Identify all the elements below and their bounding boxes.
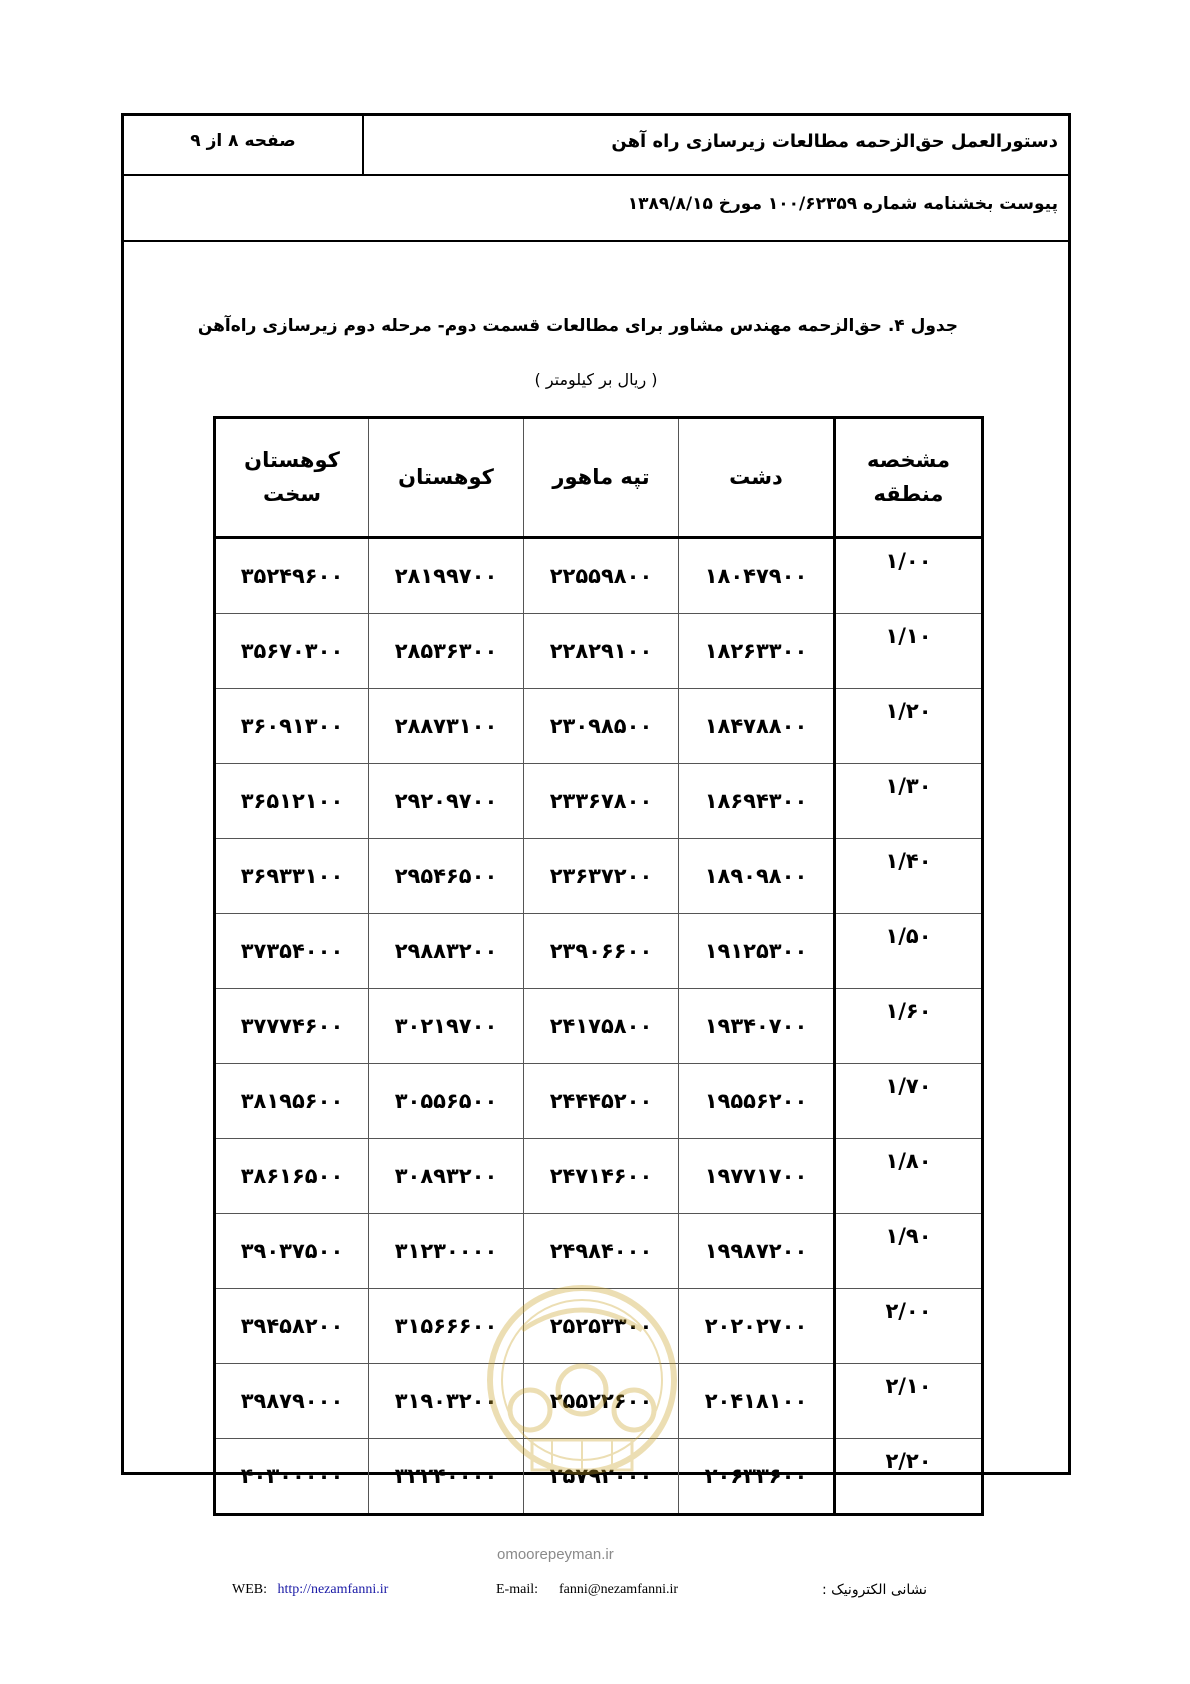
subheader-row <box>124 174 1068 242</box>
hard-mountain-cell: ۴۰۳۰۰۰۰۰ <box>215 1439 369 1515</box>
hard-mountain-cell: ۳۶۹۳۳۱۰۰ <box>215 839 369 914</box>
zone-cell: ۱/۳۰ <box>835 764 983 839</box>
zone-cell: ۱/۴۰ <box>835 839 983 914</box>
hard-mountain-cell: ۳۹۴۵۸۲۰۰ <box>215 1289 369 1364</box>
watermark-logo <box>482 1270 682 1510</box>
page-number: صفحه ۸ از ۹ <box>190 131 296 151</box>
plain-cell: ۱۹۵۵۶۲۰۰ <box>679 1064 835 1139</box>
footer-address-label: نشانی الکترونیک : <box>822 1582 928 1598</box>
plain-cell: ۱۹۳۴۰۷۰۰ <box>679 989 835 1064</box>
mountain-cell: ۳۱۹۰۳۲۰۰ <box>369 1364 524 1439</box>
plain-cell: ۱۹۷۷۱۷۰۰ <box>679 1139 835 1214</box>
mountain-cell: ۳۲۲۴۰۰۰۰ <box>369 1439 524 1515</box>
footer-email-label: E-mail: <box>496 1582 538 1597</box>
table-row <box>215 764 983 839</box>
hills-cell: ۲۲۵۵۹۸۰۰ <box>524 538 679 614</box>
header-plain: دشت <box>679 418 835 538</box>
plain-cell: ۱۸۰۴۷۹۰۰ <box>679 538 835 614</box>
hills-cell: ۲۳۶۳۷۲۰۰ <box>524 839 679 914</box>
plain-cell: ۲۰۶۳۳۶۰۰ <box>679 1439 835 1515</box>
hills-cell: ۲۲۸۲۹۱۰۰ <box>524 614 679 689</box>
hills-cell: ۲۴۴۴۵۲۰۰ <box>524 1064 679 1139</box>
zone-cell: ۲/۰۰ <box>835 1289 983 1364</box>
zone-cell: ۱/۲۰ <box>835 689 983 764</box>
header-hills: تپه ماهور <box>524 418 679 538</box>
plain-cell: ۱۸۲۶۳۳۰۰ <box>679 614 835 689</box>
table-row <box>215 914 983 989</box>
hills-cell: ۲۵۷۹۲۰۰۰ <box>524 1439 679 1515</box>
table-header-row <box>215 418 983 538</box>
plain-cell: ۱۸۴۷۸۸۰۰ <box>679 689 835 764</box>
header-row <box>124 116 1068 176</box>
hard-mountain-cell: ۳۸۱۹۵۶۰۰ <box>215 1064 369 1139</box>
footer-email <box>496 1582 678 1598</box>
document-title: دستورالعمل حق‌الزحمه مطالعات زیرسازی راه آهن <box>611 131 1058 152</box>
mountain-cell: ۲۸۱۹۹۷۰۰ <box>369 538 524 614</box>
header-zone: مشخصه منطقه <box>835 418 983 538</box>
header-divider <box>362 116 364 174</box>
zone-cell: ۱/۶۰ <box>835 989 983 1064</box>
zone-cell: ۱/۰۰ <box>835 538 983 614</box>
zone-cell: ۱/۱۰ <box>835 614 983 689</box>
footer-web-link[interactable]: http://nezamfanni.ir <box>277 1582 389 1597</box>
mountain-cell: ۲۸۸۷۳۱۰۰ <box>369 689 524 764</box>
hard-mountain-cell: ۳۸۶۱۶۵۰۰ <box>215 1139 369 1214</box>
mountain-cell: ۳۰۵۵۶۵۰۰ <box>369 1064 524 1139</box>
table-row <box>215 538 983 614</box>
zone-cell: ۲/۲۰ <box>835 1439 983 1515</box>
hills-cell: ۲۴۱۷۵۸۰۰ <box>524 989 679 1064</box>
mountain-cell: ۲۹۲۰۹۷۰۰ <box>369 764 524 839</box>
plain-cell: ۱۹۱۲۵۳۰۰ <box>679 914 835 989</box>
mountain-cell: ۲۸۵۳۶۳۰۰ <box>369 614 524 689</box>
mountain-cell: ۳۱۲۳۰۰۰۰ <box>369 1214 524 1289</box>
plain-cell: ۱۹۹۸۷۲۰۰ <box>679 1214 835 1289</box>
hills-cell: ۲۳۹۰۶۶۰۰ <box>524 914 679 989</box>
mountain-cell: ۳۱۵۶۶۶۰۰ <box>369 1289 524 1364</box>
hard-mountain-cell: ۳۶۵۱۲۱۰۰ <box>215 764 369 839</box>
zone-cell: ۱/۵۰ <box>835 914 983 989</box>
hard-mountain-cell: ۳۵۶۷۰۳۰۰ <box>215 614 369 689</box>
table-unit: ( ریال بر کیلومتر ) <box>534 370 658 389</box>
footer-email-address[interactable]: fanni@nezamfanni.ir <box>559 1582 679 1597</box>
zone-cell: ۱/۸۰ <box>835 1139 983 1214</box>
table-row <box>215 1064 983 1139</box>
plain-cell: ۱۸۹۰۹۸۰۰ <box>679 839 835 914</box>
hard-mountain-cell: ۳۹۸۷۹۰۰۰ <box>215 1364 369 1439</box>
table-row <box>215 839 983 914</box>
mountain-cell: ۲۹۵۴۶۵۰۰ <box>369 839 524 914</box>
hills-cell: ۲۴۹۸۴۰۰۰ <box>524 1214 679 1289</box>
zone-cell: ۲/۱۰ <box>835 1364 983 1439</box>
circular-reference: پیوست بخشنامه شماره ۱۰۰/۶۲۳۵۹ مورخ ۱۳۸۹/۸/۱۵ <box>627 194 1058 214</box>
zone-cell: ۱/۹۰ <box>835 1214 983 1289</box>
hills-cell: ۲۵۵۲۲۶۰۰ <box>524 1364 679 1439</box>
hard-mountain-cell: ۳۹۰۳۷۵۰۰ <box>215 1214 369 1289</box>
footer-web-label: WEB: <box>232 1582 267 1597</box>
hills-cell: ۲۳۳۶۷۸۰۰ <box>524 764 679 839</box>
hills-cell: ۲۴۷۱۴۶۰۰ <box>524 1139 679 1214</box>
table-row <box>215 989 983 1064</box>
header-mountain: کوهستان <box>369 418 524 538</box>
plain-cell: ۱۸۶۹۴۳۰۰ <box>679 764 835 839</box>
mountain-cell: ۳۰۸۹۳۲۰۰ <box>369 1139 524 1214</box>
hard-mountain-cell: ۳۷۳۵۴۰۰۰ <box>215 914 369 989</box>
plain-cell: ۲۰۴۱۸۱۰۰ <box>679 1364 835 1439</box>
plain-cell: ۲۰۲۰۲۷۰۰ <box>679 1289 835 1364</box>
hills-cell: ۲۳۰۹۸۵۰۰ <box>524 689 679 764</box>
hard-mountain-cell: ۳۷۷۷۴۶۰۰ <box>215 989 369 1064</box>
mountain-cell: ۳۰۲۱۹۷۰۰ <box>369 989 524 1064</box>
hard-mountain-cell: ۳۵۲۴۹۶۰۰ <box>215 538 369 614</box>
footer-web <box>232 1582 388 1598</box>
mountain-cell: ۲۹۸۸۳۲۰۰ <box>369 914 524 989</box>
hard-mountain-cell: ۳۶۰۹۱۳۰۰ <box>215 689 369 764</box>
table-row <box>215 1139 983 1214</box>
table-row <box>215 689 983 764</box>
table-title: جدول ۴. حق‌الزحمه مهندس مشاور برای مطالعات قسمت دوم- مرحله دوم زیرسازی راه‌آهن <box>197 316 958 336</box>
zone-cell: ۱/۷۰ <box>835 1064 983 1139</box>
table-row <box>215 614 983 689</box>
hills-cell: ۲۵۲۵۳۳۰۰ <box>524 1289 679 1364</box>
watermark-site: omoorepeyman.ir <box>497 1546 614 1563</box>
header-hard-mountain: کوهستان سخت <box>215 418 369 538</box>
